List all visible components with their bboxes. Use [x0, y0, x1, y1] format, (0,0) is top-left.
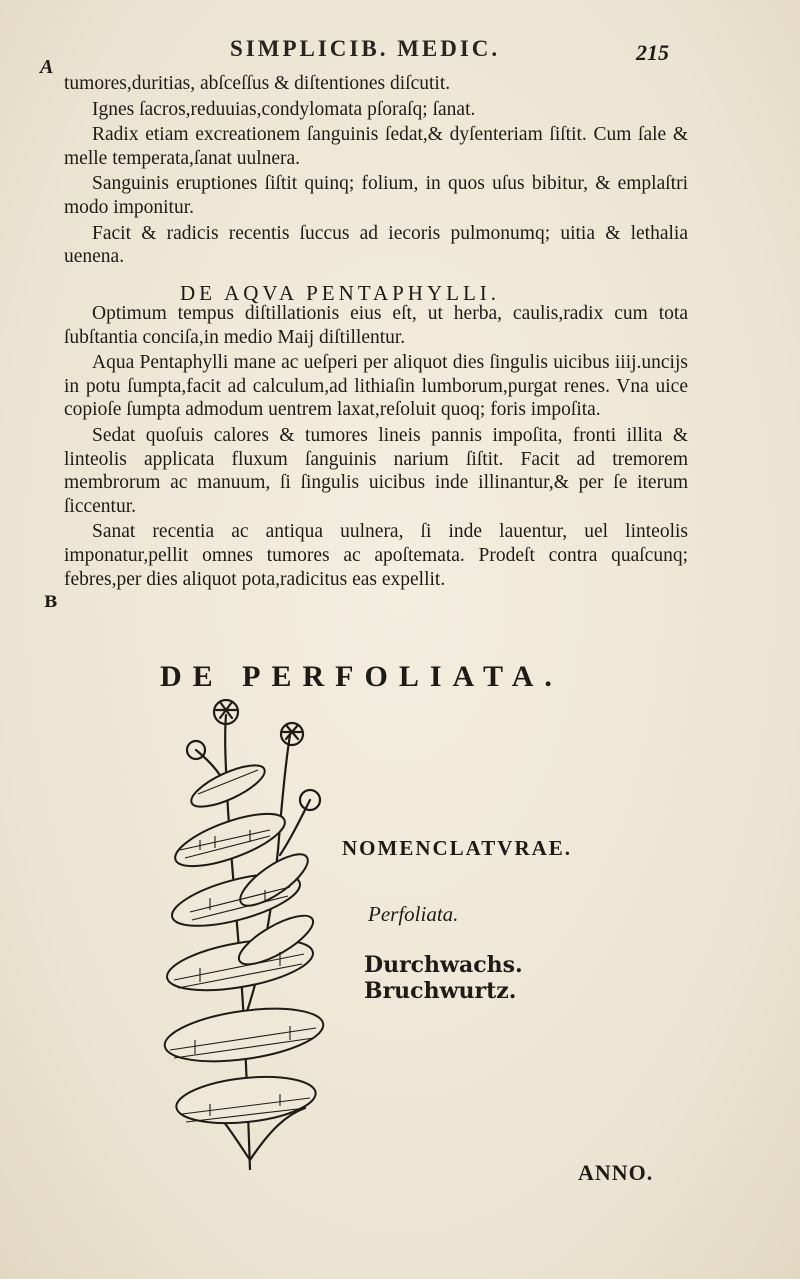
german-plant-name: Bruchwurtz. — [364, 978, 517, 1004]
paragraph: Sanguinis eruptiones ſiſtit quinq; folium, in quos uſus bibitur, & emplaſtri modo imponitur. — [64, 173, 688, 218]
paragraph: Aqua Pentaphylli mane ac ueſperi per aliquot dies ſingulis uicibus iiij.uncijs in potu ſumpta,facit ad calculum,ad lithiaſin lumborum,purgat renes. Vna uice copioſe ſumpta admodum uentrem laxat,reſoluit quoq; foris impoſita. — [64, 352, 688, 421]
paragraph: Sanat recentia ac antiqua uulnera, ſi inde lauentur, uel linteolis imponatur,pellit omnes tumores ac apoſtemata. Prodeſt contra quaſcunq; febres,per dies aliquot pota,radicitus eas expellit. — [64, 521, 688, 590]
perfoliata-woodcut-illustration — [100, 690, 340, 1170]
section-heading-aqua: DE AQVA PENTAPHYLLI. — [180, 281, 501, 305]
running-title: SIMPLICIB. MEDIC. — [230, 36, 501, 61]
latin-plant-name: Perfoliata. — [368, 902, 459, 926]
paragraph: Facit & radicis recentis ſuccus ad iecoris pulmonumq; uitia & lethalia uenena. — [64, 222, 688, 268]
page-number: 215 — [636, 40, 669, 65]
paragraph: Optimum tempus diſtillationis eius eſt, ut herba, caulis,radix cum tota ſubſtantia conciſa,in medio Maij diſtillentur. — [64, 303, 688, 348]
paragraph: Radix etiam excreationem ſanguinis ſedat,& dyſenteriam ſiſtit. Cum ſale & melle temperata,ſanat uulnera. — [64, 124, 688, 169]
catchword: ANNO. — [578, 1160, 654, 1185]
margin-letter-a: A — [40, 56, 54, 78]
margin-letter-b: B — [44, 592, 58, 611]
paragraph: Sedat quoſuis calores & tumores lineis pannis impoſita, fronti illita & linteolis applicata fluxum ſanguinis narium ſiſtit. Facit ad tremorem membrorum ac manuum, ſi ſingulis uicibus inde illinantur,& per ſe iterum ſiccentur. — [64, 424, 688, 517]
section-aqua-body — [64, 302, 688, 593]
german-plant-name: Durchwachs. — [364, 952, 523, 978]
section-heading-perfoliata: DE PERFOLIATA. — [160, 660, 563, 693]
section-continuation — [64, 72, 688, 271]
nomenclature-heading: NOMENCLATVRAE. — [342, 836, 573, 860]
paragraph: Ignes ſacros,reduuias,condylomata pſoraſq; ſanat. — [92, 98, 476, 120]
paragraph: tumores,duritias, abſceſſus & diſtentiones diſcutit. — [64, 73, 451, 94]
